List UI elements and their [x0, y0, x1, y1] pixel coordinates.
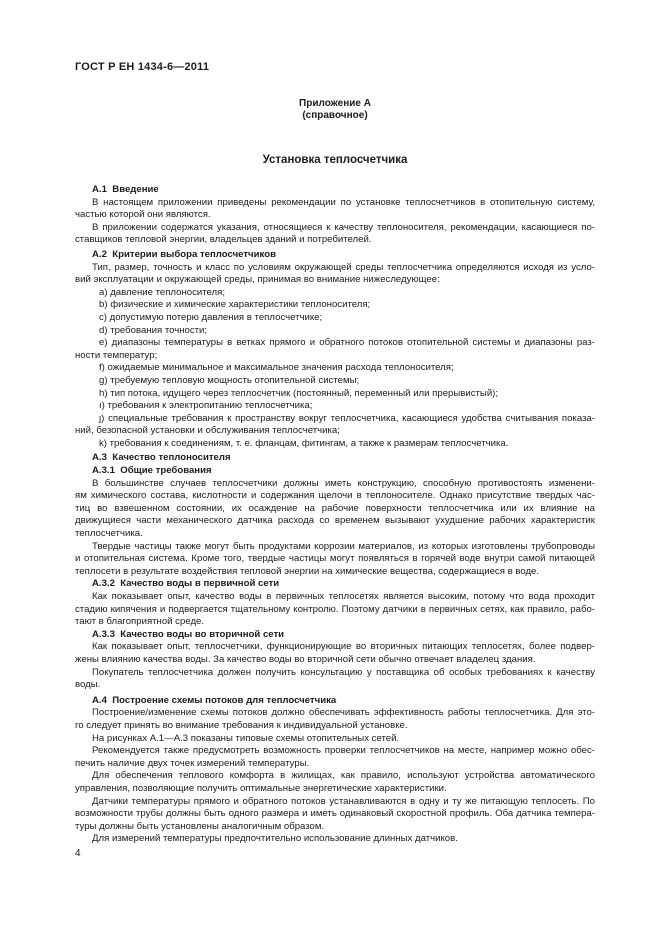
- text-line: Тип, размер, точность и класс по условиям окружающей среды теплосчетчика определяются исходя из усло-: [92, 261, 595, 273]
- list-item: [75, 337, 595, 362]
- text-line: теплосети в результате воздействия тепловой энергии на химические вещества, содержащиеся в воде.: [75, 565, 540, 577]
- page-number: 4: [75, 848, 81, 859]
- page-title: Установка теплосчетчика: [262, 154, 408, 166]
- list-item: [75, 287, 595, 300]
- paragraph: [75, 541, 595, 579]
- text-line: Как показывает опыт, теплосчетчики, функционирующие во вторичных питающих теплосетях, более подвер-: [92, 641, 595, 653]
- text-line: k) требования к соединениям, т. е. фланцам, фитингам, а также к размерам теплосчетчика.: [99, 437, 509, 449]
- paragraph: [75, 796, 595, 834]
- text-line: c) допустимую потерю давления в теплосчетчике;: [99, 311, 323, 323]
- text-line: ности температур;: [75, 349, 158, 361]
- text-line: В настоящем приложении приведены рекомендации по установке теплосчетчиков в отопительную систему,: [92, 196, 595, 208]
- list-item: [75, 400, 595, 413]
- text-line: ı) требования к электропитанию теплосчетчика;: [99, 400, 313, 412]
- paragraph: [75, 641, 595, 666]
- text-line: На рисунках А.1—А.3 показаны типовые схемы отопительных сетей.: [92, 732, 400, 744]
- document-body: [75, 184, 595, 846]
- text-line: Твердые частицы также могут быть продуктами коррозии материалов, из которых изготовлены трубопроводы: [92, 540, 595, 552]
- paragraph: [75, 197, 595, 222]
- list-item: [75, 325, 595, 338]
- paragraph: [75, 770, 595, 795]
- text-line: h) тип потока, идущего через теплосчетчик (постоянный, переменный или прерывистый);: [99, 387, 499, 399]
- list-item: [75, 312, 595, 325]
- text-line: управления, позволяющие получить оптимальные энергетические характеристики.: [75, 782, 447, 794]
- text-line: го следует принять во внимание требования к индивидуальной установке.: [75, 719, 408, 731]
- text-line: g) требуемую тепловую мощность отопительной системы;: [99, 374, 360, 386]
- text-line: b) физические и химические характеристики теплоносителя;: [99, 299, 371, 311]
- heading-text: А.2 Критерии выбора теплосчетчиков: [92, 248, 276, 260]
- paragraph: [75, 733, 595, 746]
- text-line: В приложении содержатся указания, относящиеся к качеству теплоносителя, рекомендации, касающиеся по-: [92, 221, 595, 233]
- section-heading: [75, 184, 595, 197]
- paragraph: [75, 707, 595, 732]
- section-heading: [75, 695, 595, 708]
- text-line: воды.: [75, 679, 101, 691]
- text-line: В большинстве случаев теплосчетчики должны иметь конструкцию, способную противостоять изменени-: [92, 477, 595, 489]
- text-line: e) диапазоны температуры в ветках прямого и обратного потоков отопительной системы и диапазоны раз-: [99, 337, 595, 349]
- paragraph: [75, 478, 595, 541]
- text-line: Датчики температуры прямого и обратного потоков устанавливаются в одну и ту же питающую теплосеть. По: [92, 795, 595, 807]
- annex-label: Приложение А: [299, 98, 371, 109]
- heading-text: А.3 Качество теплоносителя: [92, 452, 231, 464]
- text-line: возможности трубы должны быть одного размера и иметь одинаковый скоростной профиль. Оба датчика темпера-: [75, 808, 595, 820]
- paragraph: [75, 745, 595, 770]
- list-item: [75, 438, 595, 451]
- text-line: Для измерений температуры предпочтительно использование длинных датчиков.: [92, 833, 458, 845]
- running-header: ГОСТ Р ЕН 1434-6—2011: [75, 61, 210, 73]
- text-line: Как показывает опыт, качество воды в первичных теплосетях является высоким, потому что вода проходит: [92, 591, 595, 602]
- text-line: печить наличие двух точек измерений температуры.: [75, 757, 310, 769]
- text-line: ставщиков тепловой энергии, владельцев зданий и потребителей.: [75, 234, 372, 246]
- list-item: [75, 375, 595, 388]
- list-item: [75, 388, 595, 401]
- paragraph: [75, 833, 595, 846]
- text-line: ям химического состава, кислотности и содержания щелочи в теплоносителе. Однако присутствие твердых час-: [75, 490, 595, 502]
- text-line: и отопительная система. Кроме того, твердые частицы могут появляться в горячей воде внутри самой питающей: [75, 553, 595, 565]
- text-line: Покупатель теплосчетчика должен получить консультацию у поставщика об особых требованиях к качеству: [92, 666, 595, 678]
- section-heading: [75, 249, 595, 262]
- paragraph: [75, 591, 595, 629]
- text-line: Для обеспечения теплового комфорта в жилищах, как правило, используют устройства автоматического: [92, 770, 595, 782]
- list-item: [75, 413, 595, 438]
- annex-note: (справочное): [302, 110, 368, 121]
- text-line: теплосчетчика.: [75, 528, 143, 540]
- text-line: частью которой они являются.: [75, 209, 211, 221]
- heading-text: А.3.1 Общие требования: [92, 465, 212, 477]
- section-heading: [75, 578, 595, 591]
- text-line: туры должны быть установлены аналогичным образом.: [75, 820, 325, 832]
- paragraph: [75, 222, 595, 247]
- text-line: f) ожидаемые минимальное и максимальное значения расхода теплоносителя;: [99, 362, 454, 374]
- section-heading: [75, 629, 595, 642]
- heading-text: А.4 Построение схемы потоков для теплосчетчика: [92, 694, 337, 706]
- list-item: [75, 362, 595, 375]
- text-line: a) давление теплоносителя;: [99, 286, 226, 298]
- heading-text: А.3.3 Качество воды во вторичной сети: [92, 628, 285, 640]
- text-line: тают в благоприятной среде.: [75, 616, 205, 628]
- text-line: d) требования точности;: [99, 324, 208, 336]
- text-line: движущиеся части механического датчика расхода со временем вызывают ухудшение рабочих характеристик: [75, 515, 595, 527]
- text-line: стадию кипячения и подвергается тщательному контролю. Поэтому датчики в первичных сетях, как правило, рабо-: [75, 603, 595, 615]
- paragraph: [75, 262, 595, 287]
- section-heading: [75, 452, 595, 465]
- text-line: жены влиянию качества воды. За качество воды во вторичной сети обычно отвечает владелец здания.: [75, 653, 536, 665]
- text-line: ȷ) специальные требования к пространству вокруг теплосчетчика, касающиеся удобства считывания показа-: [99, 412, 595, 424]
- heading-text: А.3.2 Качество воды в первичной сети: [92, 578, 280, 590]
- section-heading: [75, 465, 595, 478]
- text-line: Рекомендуется также предусмотреть возможность проверки теплосчетчиков на месте, например можно обес-: [92, 745, 595, 757]
- text-line: вий эксплуатации и окружающей среды, принимая во внимание нижеследующее:: [75, 274, 440, 286]
- text-line: тиц во взвешенном состоянии, их осаждение на рабочие поверхности теплосчетчика или их влияние на: [75, 502, 595, 514]
- heading-text: А.1 Введение: [92, 184, 159, 195]
- paragraph: [75, 667, 595, 692]
- list-item: [75, 299, 595, 312]
- text-line: Построение/изменение схемы потоков должно обеспечивать эффективность работы теплосчетчика. Для это-: [92, 707, 595, 719]
- text-line: ний, безопасной установки и обслуживания теплосчетчика;: [75, 425, 340, 437]
